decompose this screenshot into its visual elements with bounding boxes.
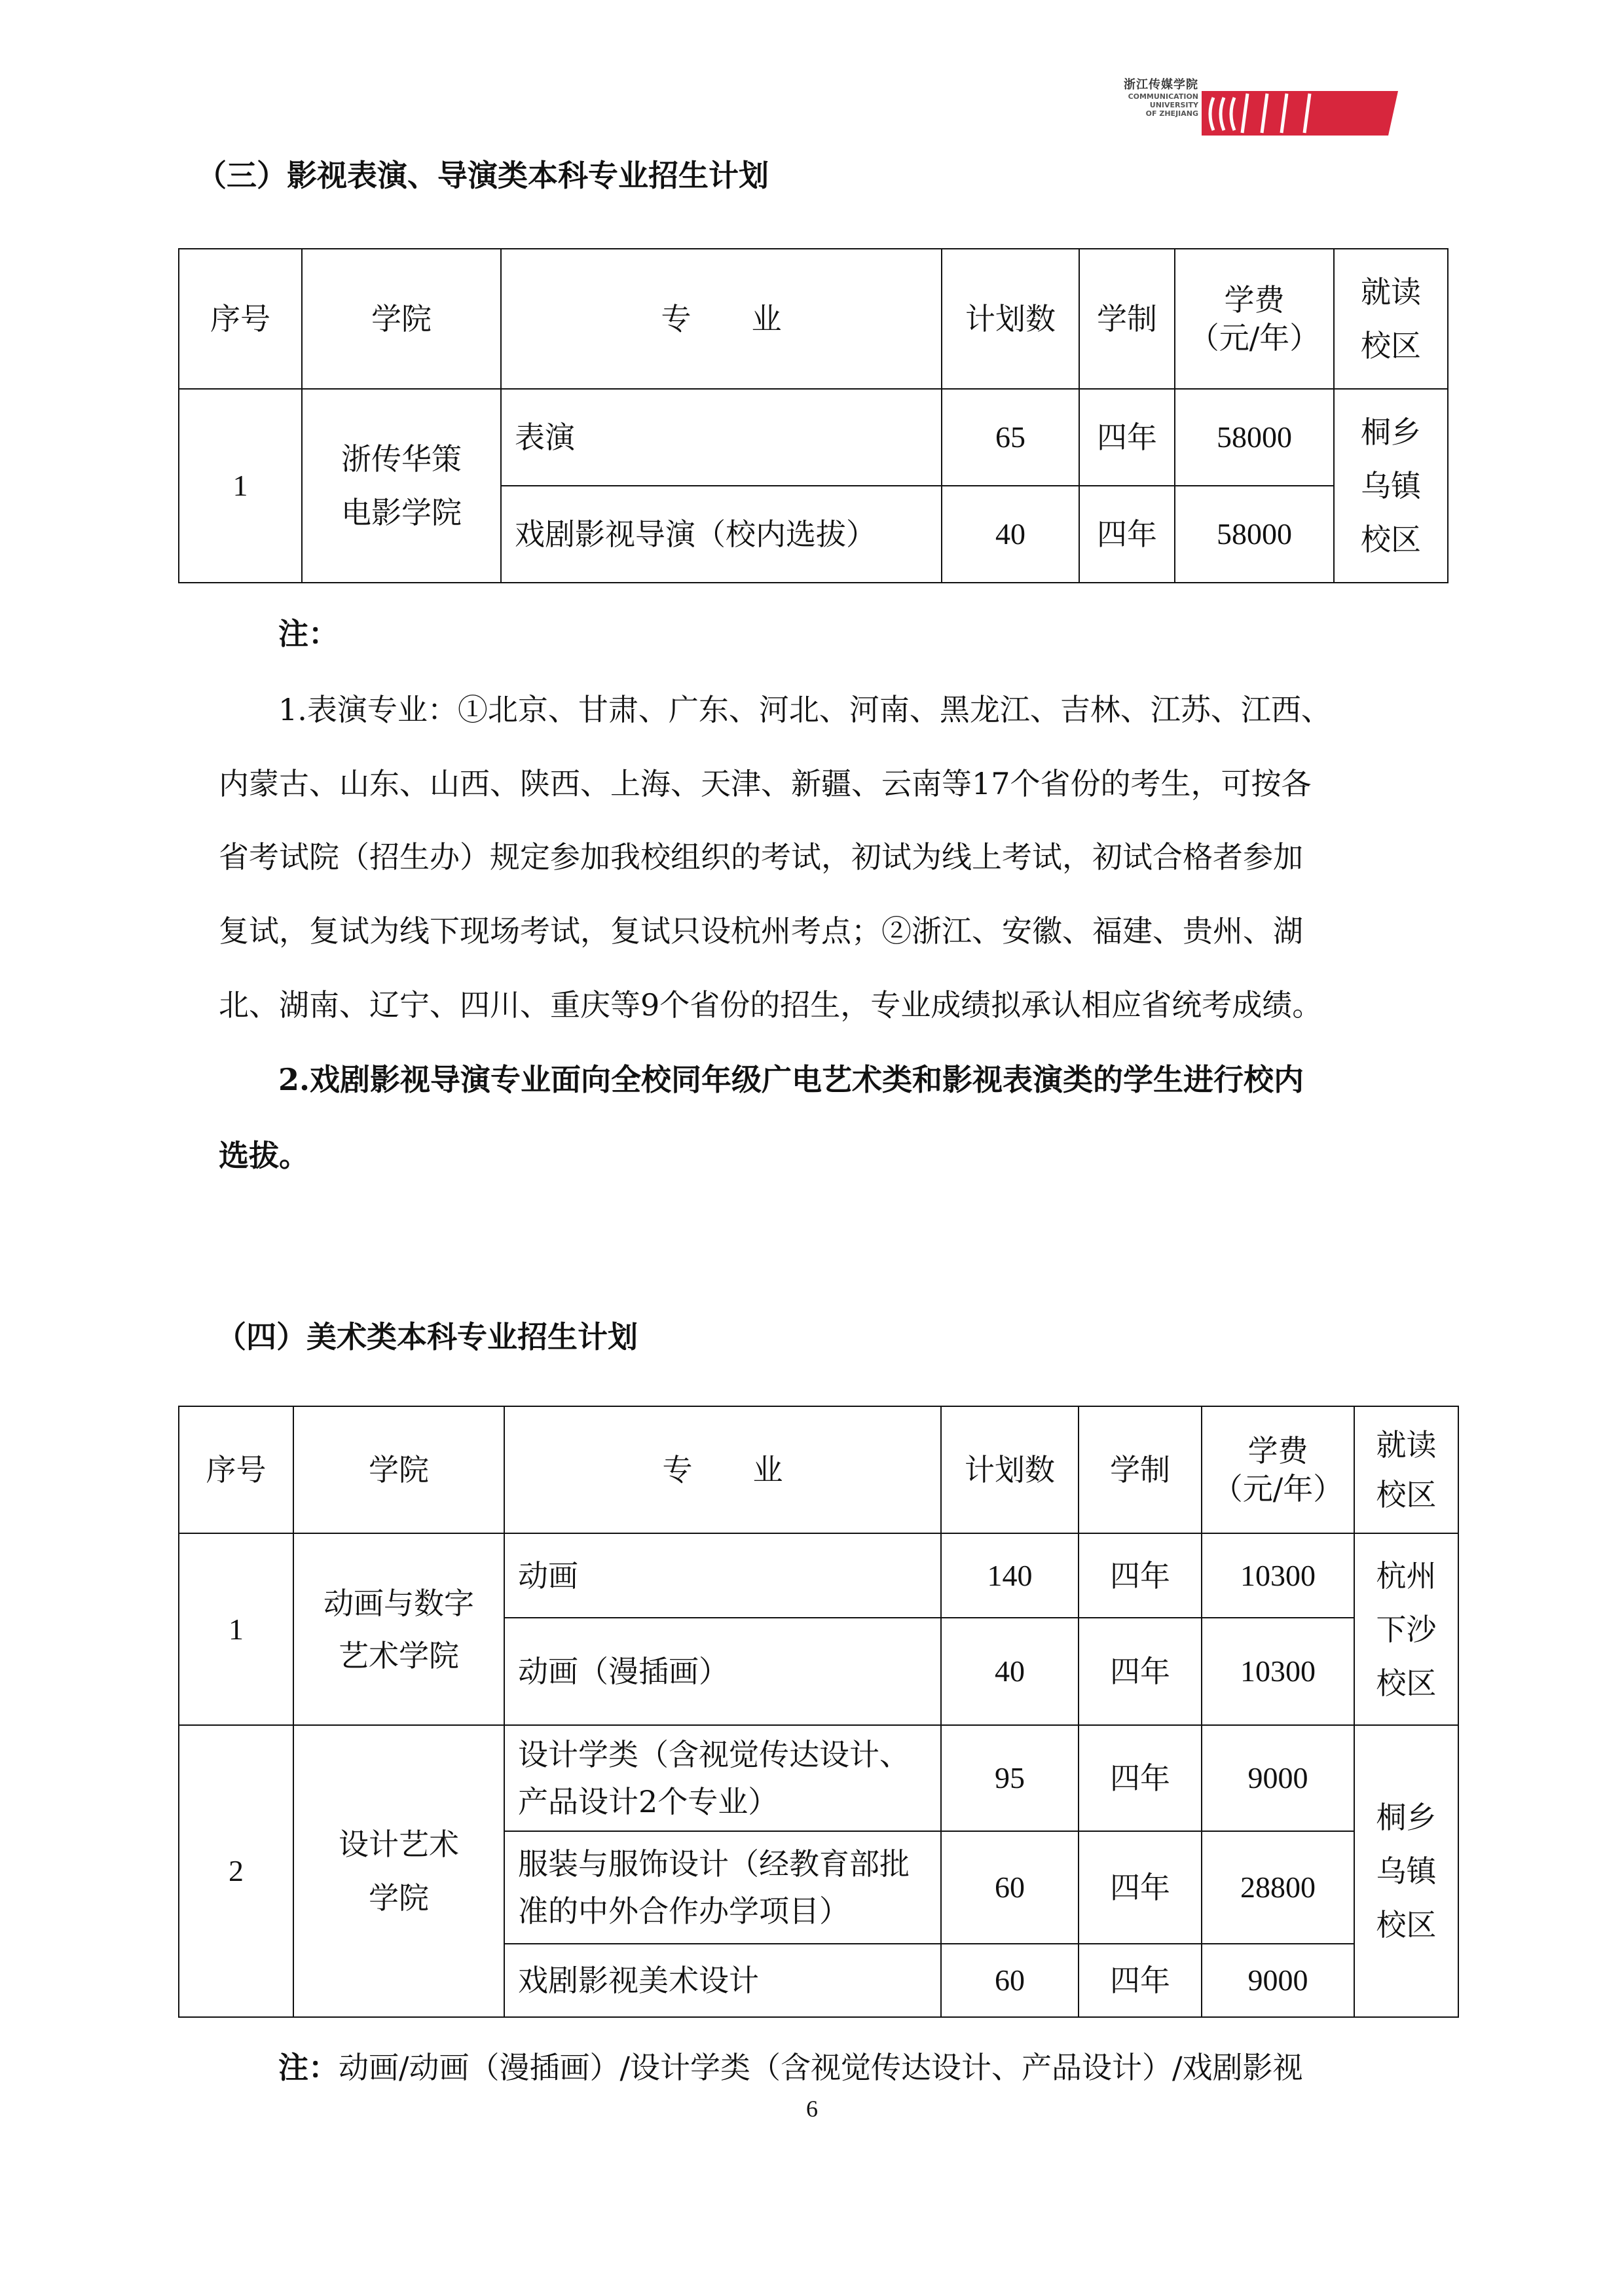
college-line: 学院	[369, 1880, 429, 1916]
cell-college	[293, 1725, 504, 2017]
major-line: 服装与服饰设计（经教育部批	[518, 1846, 910, 1882]
major-line: 产品设计2个专业）	[518, 1784, 779, 1819]
cell-plan: 65	[942, 389, 1079, 486]
note-title: 注：	[278, 616, 339, 651]
cell-duration: 四年	[1079, 1831, 1202, 1944]
page-number: 6	[806, 2096, 818, 2122]
cell-major: 戏剧影视导演（校内选拔）	[501, 486, 942, 583]
logo-text	[1107, 75, 1198, 118]
table-row	[179, 1725, 1458, 1831]
cell-plan: 60	[941, 1831, 1079, 1944]
cell-duration: 四年	[1079, 1944, 1202, 2017]
campus-line: 乌镇	[1361, 468, 1421, 503]
logo-english-line: COMMUNICATION	[1128, 92, 1198, 101]
note-line: 北、湖南、辽宁、四川、重庆等9个省份的招生，专业成绩拟承认相应省统考成绩。	[219, 987, 1323, 1023]
campus-line: 下沙	[1376, 1611, 1437, 1647]
header-major: 专 业	[501, 249, 942, 389]
cell-campus	[1354, 1725, 1458, 2017]
cell-seq: 2	[179, 1725, 293, 2017]
campus-line: 桐乡	[1376, 1800, 1437, 1835]
cell-campus	[1354, 1533, 1458, 1725]
cell-campus	[1334, 389, 1448, 583]
cell-plan: 60	[941, 1944, 1079, 2017]
header-campus-line: 就读	[1376, 1427, 1437, 1463]
campus-line: 杭州	[1376, 1558, 1437, 1594]
enrollment-table-fine-arts	[178, 1406, 1459, 2018]
section-heading-film-acting: （三）影视表演、导演类本科专业招生计划	[196, 158, 769, 193]
cell-seq: 1	[179, 389, 302, 583]
cell-duration: 四年	[1079, 1618, 1202, 1725]
note-line: 2.戏剧影视导演专业面向全校同年级广电艺术类和影视表演类的学生进行校内	[278, 1062, 1304, 1097]
header-campus-line: 校区	[1361, 328, 1421, 363]
header-duration: 学制	[1079, 249, 1175, 389]
cell-fee: 58000	[1175, 389, 1334, 486]
cell-duration: 四年	[1079, 1533, 1202, 1618]
header-campus	[1334, 249, 1448, 389]
logo-english-line: OF ZHEJIANG	[1145, 109, 1198, 118]
note-text: 动画/动画（漫插画）/设计学类（含视觉传达设计、产品设计）/戏剧影视	[339, 2050, 1303, 2085]
university-logo	[1107, 75, 1408, 136]
header-campus-line: 校区	[1376, 1477, 1437, 1512]
cell-college	[302, 389, 501, 583]
header-fee-line: （元/年）	[1189, 320, 1320, 355]
header-fee-line: （元/年）	[1212, 1471, 1344, 1506]
cell-duration: 四年	[1079, 389, 1175, 486]
note-line: 选拔。	[219, 1138, 309, 1173]
cell-fee: 10300	[1202, 1618, 1354, 1725]
campus-line: 校区	[1376, 1665, 1437, 1701]
major-line: 准的中外合作办学项目）	[518, 1893, 849, 1929]
header-college: 学院	[293, 1406, 504, 1533]
campus-line: 乌镇	[1376, 1853, 1437, 1889]
college-line: 动画与数字	[323, 1585, 474, 1621]
header-fee-line: 学费	[1247, 1433, 1308, 1468]
logo-chinese-name: 浙江传媒学院	[1124, 78, 1198, 92]
cell-plan: 140	[941, 1533, 1079, 1618]
cell-duration: 四年	[1079, 486, 1175, 583]
major-line: 动画	[518, 1558, 578, 1594]
major-line: 动画（漫插画）	[518, 1654, 729, 1689]
cell-major: 表演	[501, 389, 942, 486]
header-seq: 序号	[179, 249, 302, 389]
header-campus-line: 就读	[1361, 274, 1421, 310]
note-line	[278, 2051, 1303, 2084]
header-duration: 学制	[1079, 1406, 1202, 1533]
cell-fee: 58000	[1175, 486, 1334, 583]
header-fee-line: 学费	[1224, 282, 1285, 318]
cell-major	[504, 1618, 941, 1725]
cell-fee: 28800	[1202, 1831, 1354, 1944]
college-line: 设计艺术	[339, 1827, 459, 1862]
campus-line: 校区	[1361, 522, 1421, 557]
note-label: 注：	[278, 2050, 339, 2085]
cell-major	[504, 1944, 941, 2017]
header-major: 专 业	[504, 1406, 941, 1533]
college-line: 浙传华策	[341, 441, 462, 477]
college-line: 艺术学院	[339, 1637, 459, 1673]
major-line: 戏剧影视美术设计	[518, 1963, 759, 1998]
cell-plan: 95	[941, 1725, 1079, 1831]
header-seq: 序号	[179, 1406, 293, 1533]
table-row	[179, 389, 1448, 486]
header-plan-count: 计划数	[941, 1406, 1079, 1533]
header-campus	[1354, 1406, 1458, 1533]
major-line: 设计学类（含视觉传达设计、	[518, 1737, 910, 1772]
header-plan-count: 计划数	[942, 249, 1079, 389]
header-college: 学院	[302, 249, 501, 389]
cell-seq: 1	[179, 1533, 293, 1725]
table-header-row	[179, 1406, 1458, 1533]
logo-mark-icon	[1202, 84, 1398, 136]
cell-fee: 9000	[1202, 1944, 1354, 2017]
cell-college	[293, 1533, 504, 1725]
cell-plan: 40	[941, 1618, 1079, 1725]
enrollment-table-film-acting	[178, 248, 1449, 583]
header-fee	[1175, 249, 1334, 389]
cell-major	[504, 1533, 941, 1618]
note-line: 省考试院（招生办）规定参加我校组织的考试，初试为线上考试，初试合格者参加	[219, 839, 1303, 875]
cell-fee: 9000	[1202, 1725, 1354, 1831]
cell-fee: 10300	[1202, 1533, 1354, 1618]
note-line: 1.表演专业：①北京、甘肃、广东、河北、河南、黑龙江、吉林、江苏、江西、	[278, 692, 1331, 727]
cell-duration: 四年	[1079, 1725, 1202, 1831]
cell-major	[504, 1725, 941, 1831]
note-line: 复试，复试为线下现场考试，复试只设杭州考点；②浙江、安徽、福建、贵州、湖	[219, 913, 1303, 949]
college-line: 电影学院	[341, 495, 462, 530]
cell-plan: 40	[942, 486, 1079, 583]
campus-line: 校区	[1376, 1907, 1437, 1942]
note-line: 内蒙古、山东、山西、陕西、上海、天津、新疆、云南等17个省份的考生，可按各	[219, 766, 1312, 801]
table-header-row	[179, 249, 1448, 389]
header-fee	[1202, 1406, 1354, 1533]
logo-english-line: UNIVERSITY	[1149, 101, 1198, 109]
section-heading-fine-arts: （四）美术类本科专业招生计划	[216, 1319, 638, 1355]
campus-line: 桐乡	[1361, 414, 1421, 450]
cell-major	[504, 1831, 941, 1944]
table-row	[179, 1533, 1458, 1618]
